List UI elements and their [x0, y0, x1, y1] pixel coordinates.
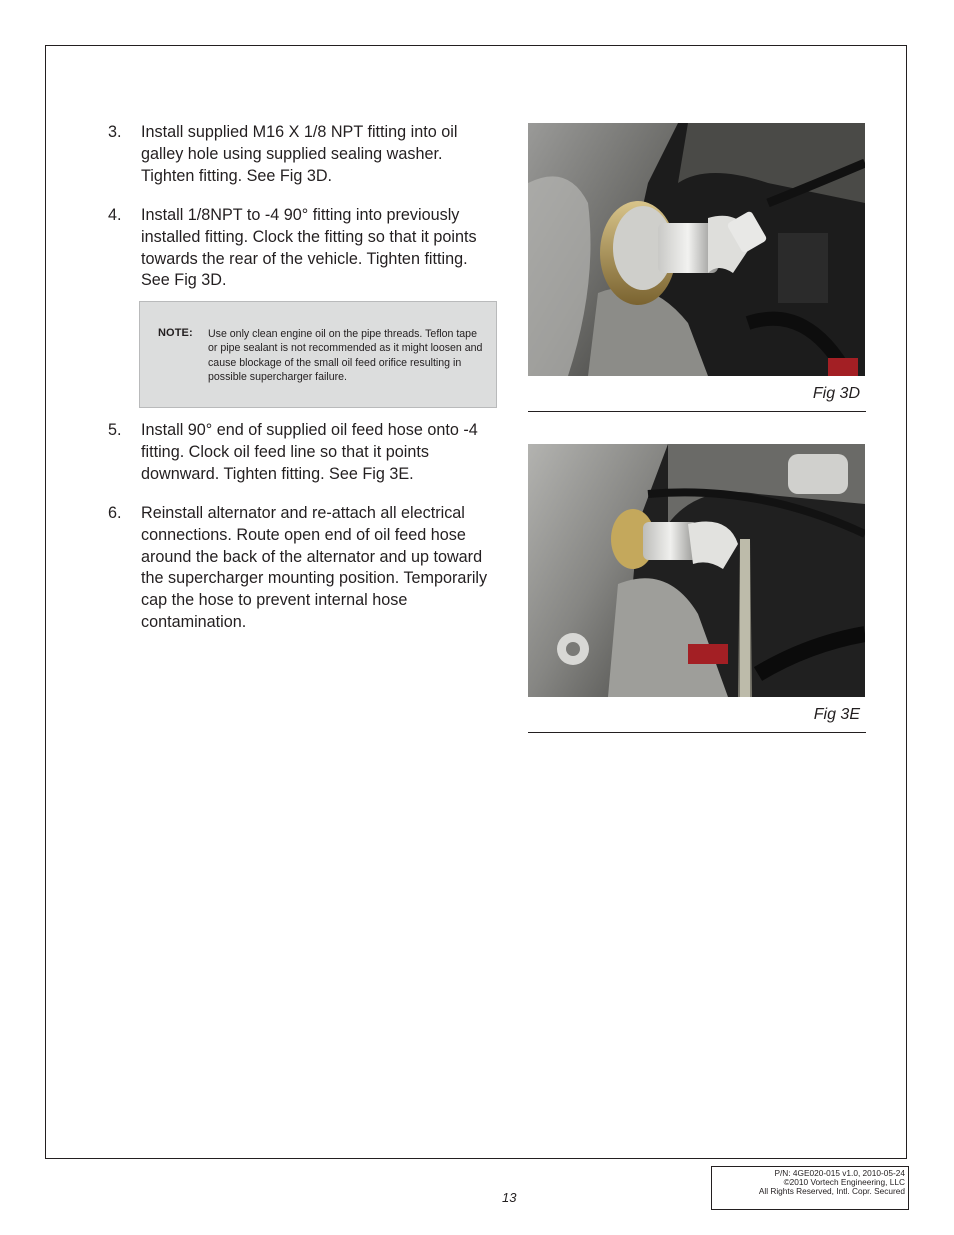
fig-rule [528, 411, 866, 412]
fig-caption: Fig 3D [812, 385, 860, 402]
step-text: Install 90° end of supplied oil feed hose onto -4 fitting. Clock oil feed line so that it points downward. Tighten fitting. See Fig 3E. [141, 421, 478, 483]
step-text: Reinstall alternator and re-attach all electrical connections. Route open end of oil feed hose around the back of the alternator and up toward the supercharger mounting position. Temporarily cap the hose to prevent internal hose contamination. [141, 504, 488, 631]
step-number: 5. [108, 421, 122, 439]
step-number: 4. [108, 206, 122, 224]
step-number: 6. [108, 504, 122, 522]
step-number: 3. [108, 123, 122, 141]
fig-rule [528, 732, 866, 733]
copyright-notice: ©2010 Vortech Engineering, LLC [783, 1177, 905, 1187]
step-text: Install supplied M16 X 1/8 NPT fitting into oil galley hole using supplied sealing washer. Tighten fitting. See Fig 3D. [141, 123, 458, 185]
fig-3d-photo [528, 123, 865, 376]
fig-caption: Fig 3E [813, 706, 860, 723]
note-text: Use only clean engine oil on the pipe threads. Teflon tape or pipe sealant is not recommended as it might loosen and cause blockage of the small oil feed orifice resulting in possible supercharger failure. [208, 328, 483, 384]
note-label: NOTE: [158, 327, 193, 339]
page-number: 13 [502, 1190, 517, 1205]
copyright-box [711, 1166, 909, 1210]
rights-notice: All Rights Reserved, Intl. Copr. Secured [758, 1186, 905, 1196]
step-text: Install 1/8NPT to -4 90° fitting into previously installed fitting. Clock the fitting so that it points towards the rear of the vehicle. Tighten fitting. See Fig 3D. [141, 206, 477, 290]
note-box [139, 301, 497, 408]
fig-3e-photo [528, 444, 865, 697]
part-number: P/N: 4GE020-015 v1.0, 2010-05-24 [774, 1168, 905, 1178]
